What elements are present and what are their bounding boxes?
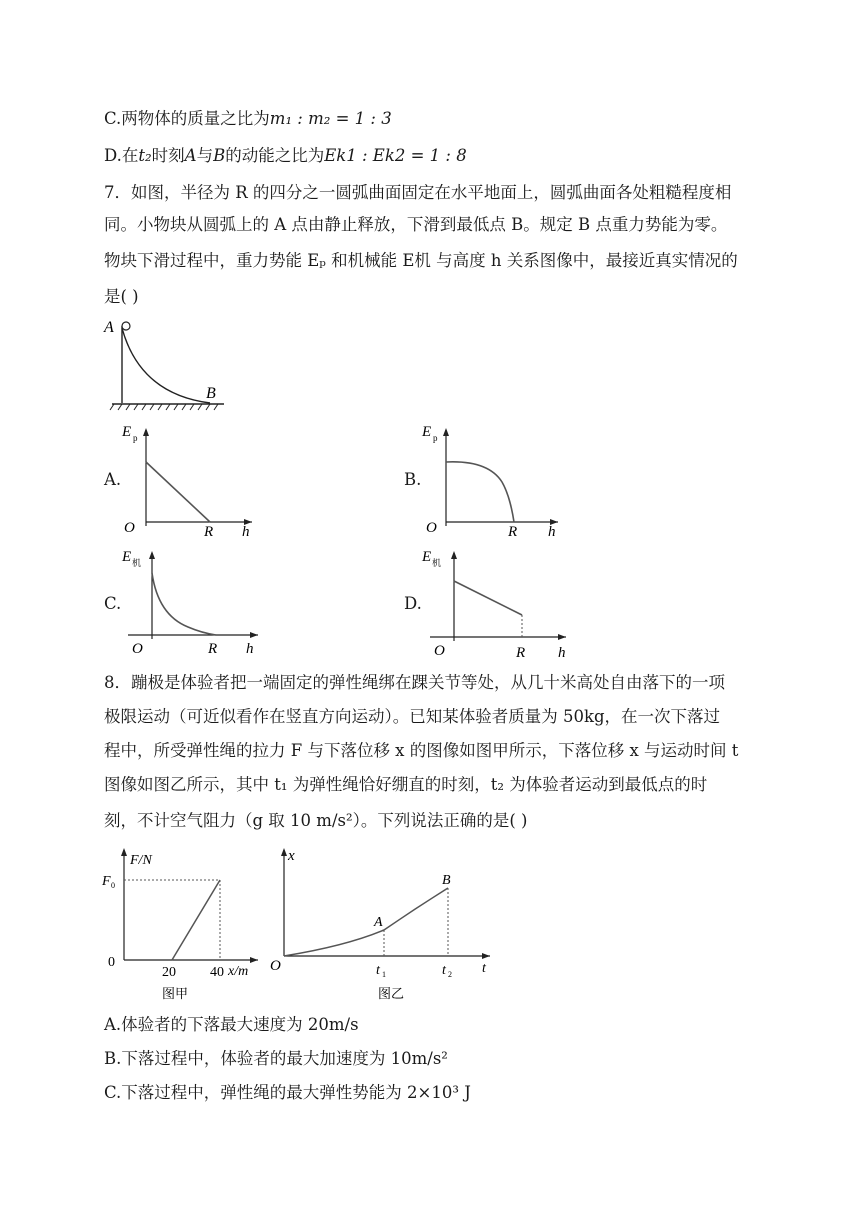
q7-option-a-label: A. <box>104 470 122 489</box>
svg-text:F: F <box>102 874 111 889</box>
svg-text:h: h <box>242 524 250 540</box>
q7-fig-label-b: B <box>206 385 216 402</box>
svg-text:0: 0 <box>111 881 115 890</box>
q7-fig-label-a: A <box>104 319 114 336</box>
q8-fig-jia-caption: 图甲 <box>162 986 189 1001</box>
q8-option-b: B.下落过程中，体验者的最大加速度为 10m/s² <box>104 1049 448 1068</box>
q8-option-a: A.体验者的下落最大速度为 20m/s <box>104 1015 359 1034</box>
svg-text:2: 2 <box>448 970 452 979</box>
svg-text:h: h <box>246 641 254 657</box>
svg-text:p: p <box>133 433 138 443</box>
svg-text:O: O <box>132 641 143 657</box>
svg-text:t: t <box>442 963 446 978</box>
q7-line-1: 7．如图，半径为 R 的四分之一圆弧曲面固定在水平地面上，圆弧曲面各处粗糙程度相 <box>104 183 732 202</box>
svg-text:h: h <box>558 645 566 661</box>
svg-text:O: O <box>270 958 281 974</box>
q7-option-a-graph <box>118 422 258 540</box>
svg-text:机: 机 <box>132 558 142 568</box>
svg-text:1: 1 <box>382 970 386 979</box>
svg-text:A: A <box>374 915 383 930</box>
q8-figure-jia <box>100 842 265 1002</box>
svg-text:0: 0 <box>108 955 115 970</box>
q8-line-5: 刻，不计空气阻力（g 取 10 m/s²）。下列说法正确的是( ) <box>104 811 528 830</box>
q8-line-2: 极限运动（可近似看作在竖直方向运动）。已知某体验者质量为 50kg，在一次下落过 <box>104 707 721 726</box>
svg-text:F/N: F/N <box>130 853 152 868</box>
svg-text:p: p <box>433 433 438 443</box>
q7-arc-figure <box>100 316 230 412</box>
svg-text:20: 20 <box>162 965 176 980</box>
svg-text:O: O <box>426 520 437 536</box>
q7-line-3: 物块下滑过程中，重力势能 Eₚ 和机械能 E机 与高度 h 关系图像中，最接近真实情况的 <box>104 251 738 270</box>
q8-line-4: 图像如图乙所示，其中 t₁ 为弹性绳恰好绷直的时刻，t₂ 为体验者运动到最低点的时 <box>104 775 708 794</box>
q7-option-d-graph <box>418 545 570 663</box>
svg-text:E: E <box>122 424 132 440</box>
svg-text:E: E <box>122 549 132 565</box>
svg-text:R: R <box>516 645 526 661</box>
svg-text:h: h <box>548 524 556 540</box>
q6-option-c-formula: m₁ : m₂ = 1 : 3 <box>269 109 392 128</box>
svg-text:O: O <box>124 520 135 536</box>
svg-text:40: 40 <box>210 965 224 980</box>
svg-text:O: O <box>434 643 445 659</box>
q8-line-3: 程中，所受弹性绳的拉力 F 与下落位移 x 的图像如图甲所示，下落位移 x 与运动时间 t <box>104 741 739 760</box>
q6-option-d: D.在t₂时刻A与B的动能之比为Ek1 : Ek2 = 1 : 8 <box>104 146 467 165</box>
q8-fig-yi-caption: 图乙 <box>378 986 405 1001</box>
q8-figure-yi <box>266 842 496 1002</box>
svg-text:t: t <box>376 963 380 978</box>
q6-option-d-formula: Ek1 : Ek2 = 1 : 8 <box>324 146 467 165</box>
q7-line-4: 是( ) <box>104 287 139 306</box>
q8-option-c: C.下落过程中，弹性绳的最大弹性势能为 2×10³ J <box>104 1083 471 1102</box>
svg-text:t: t <box>482 961 486 976</box>
svg-text:R: R <box>508 524 518 540</box>
q8-line-1: 8．蹦极是体验者把一端固定的弹性绳绑在踝关节等处，从几十米高处自由落下的一项 <box>104 673 725 692</box>
q7-option-d-label: D. <box>404 594 422 613</box>
q7-option-b-graph <box>418 422 563 540</box>
q7-option-c-graph <box>118 545 263 660</box>
svg-text:R: R <box>208 641 218 657</box>
svg-text:机: 机 <box>432 558 442 568</box>
svg-text:E: E <box>422 424 432 440</box>
q7-option-b-label: B. <box>404 470 422 489</box>
svg-text:x/m: x/m <box>228 964 249 979</box>
q7-line-2: 同。小物块从圆弧上的 A 点由静止释放，下滑到最低点 B。规定 B 点重力势能为零。 <box>104 215 728 234</box>
svg-text:x: x <box>288 848 295 864</box>
svg-text:E: E <box>422 549 432 565</box>
svg-text:R: R <box>204 524 214 540</box>
svg-text:B: B <box>442 873 451 888</box>
q7-option-c-label: C. <box>104 594 122 613</box>
q6-option-c: C.两物体的质量之比为m₁ : m₂ = 1 : 3 <box>104 109 392 128</box>
